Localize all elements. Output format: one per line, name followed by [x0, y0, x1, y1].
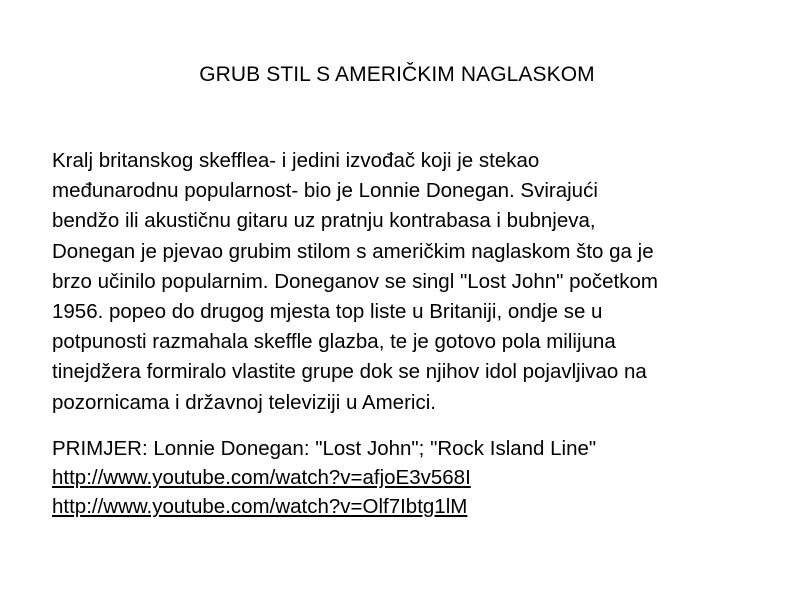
paragraph-line: tinejdžera formiralo vlastite grupe dok se njihov idol pojavljivao na [52, 360, 647, 384]
paragraph-line: 1956. popeo do drugog mjesta top liste u Britaniji, ondje se u [52, 300, 603, 324]
paragraph-line: bendžo ili akustičnu gitaru uz pratnju kontrabasa i bubnjeva, [52, 209, 596, 233]
paragraph-line: Donegan je pjevao grubim stilom s američkim naglaskom što ga je [52, 239, 654, 263]
youtube-link-2[interactable]: http://www.youtube.com/watch?v=Olf7Ibtg1lM [52, 495, 468, 518]
paragraph-line: potpunosti razmahala skeffle glazba, te je gotovo pola milijuna [52, 330, 616, 354]
example-section [52, 434, 772, 521]
paragraph-line: Kralj britanskog skefflea- i jedini izvođač koji je stekao [52, 149, 540, 172]
slide-title: GRUB STIL S AMERIČKIM NAGLASKOM [199, 63, 595, 86]
paragraph-line: pozornicama i državnoj televiziji u Americi. [52, 390, 436, 414]
youtube-link-1[interactable]: http://www.youtube.com/watch?v=afjoE3v568I [52, 466, 471, 489]
example-label: PRIMJER: Lonnie Donegan: "Lost John"; "Rock Island Line" [52, 437, 597, 460]
paragraph-line: brzo učinilo popularnim. Doneganov se singl "Lost John" početkom [52, 269, 658, 293]
paragraph-line: međunarodnu popularnost- bio je Lonnie Donegan. Svirajući [52, 179, 598, 203]
body-paragraph [52, 146, 772, 418]
